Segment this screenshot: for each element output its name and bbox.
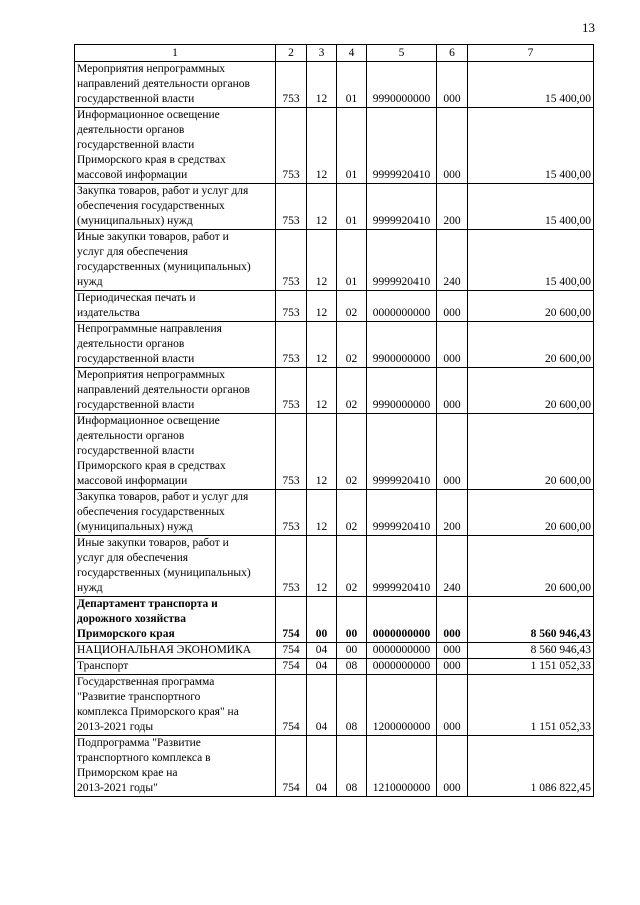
table-body [75, 62, 594, 797]
code-4: 02 [337, 291, 367, 322]
code-3: 12 [307, 230, 337, 291]
code-4: 00 [337, 643, 367, 659]
code-6: 240 [437, 230, 468, 291]
code-3: 12 [307, 322, 337, 368]
code-3: 12 [307, 368, 337, 414]
code-5: 9900000000 [367, 322, 437, 368]
code-6: 000 [437, 62, 468, 108]
row-name: Непрограммные направления деятельности органов государственной власти [75, 322, 276, 368]
row-amount: 15 400,00 [468, 108, 594, 184]
code-5: 9999920410 [367, 536, 437, 597]
code-3: 12 [307, 62, 337, 108]
row-name: Информационное освещение деятельности органов государственной власти Приморского края в средствах массовой информации [75, 108, 276, 184]
row-amount: 8 560 946,43 [468, 643, 594, 659]
code-4: 08 [337, 675, 367, 736]
table-row [75, 368, 594, 414]
code-5: 9990000000 [367, 368, 437, 414]
code-3: 12 [307, 490, 337, 536]
code-2: 753 [276, 62, 307, 108]
table-row [75, 291, 594, 322]
code-2: 753 [276, 230, 307, 291]
table-header [75, 45, 594, 62]
code-6: 000 [437, 322, 468, 368]
column-header-5: 5 [367, 45, 437, 62]
table-row [75, 322, 594, 368]
code-4: 01 [337, 184, 367, 230]
page-number: 13 [582, 20, 595, 35]
code-2: 754 [276, 675, 307, 736]
code-4: 08 [337, 736, 367, 797]
code-4: 02 [337, 414, 367, 490]
code-6: 200 [437, 184, 468, 230]
column-header-1: 1 [75, 45, 276, 62]
code-5: 0000000000 [367, 597, 437, 643]
code-5: 9990000000 [367, 62, 437, 108]
code-5: 0000000000 [367, 643, 437, 659]
row-name: Подпрограмма "Развитие транспортного комплекса в Приморском крае на 2013-2021 годы" [75, 736, 276, 797]
table-row [75, 736, 594, 797]
code-2: 753 [276, 322, 307, 368]
row-amount: 15 400,00 [468, 62, 594, 108]
row-amount: 1 086 822,45 [468, 736, 594, 797]
code-2: 753 [276, 184, 307, 230]
code-4: 01 [337, 62, 367, 108]
row-name: Иные закупки товаров, работ и услуг для обеспечения государственных (муниципальных) нужд [75, 536, 276, 597]
code-2: 753 [276, 414, 307, 490]
code-5: 9999920410 [367, 490, 437, 536]
code-5: 0000000000 [367, 659, 437, 675]
code-6: 000 [437, 597, 468, 643]
code-6: 000 [437, 368, 468, 414]
table-row [75, 597, 594, 643]
code-4: 01 [337, 230, 367, 291]
code-4: 00 [337, 597, 367, 643]
table-row [75, 536, 594, 597]
code-2: 753 [276, 536, 307, 597]
code-5: 1200000000 [367, 675, 437, 736]
code-3: 04 [307, 736, 337, 797]
code-4: 02 [337, 536, 367, 597]
code-6: 000 [437, 659, 468, 675]
column-header-2: 2 [276, 45, 307, 62]
table-row [75, 643, 594, 659]
code-6: 000 [437, 108, 468, 184]
row-name: Закупка товаров, работ и услуг для обеспечения государственных (муниципальных) нужд [75, 490, 276, 536]
code-5: 0000000000 [367, 291, 437, 322]
column-header-7: 7 [468, 45, 594, 62]
code-3: 12 [307, 414, 337, 490]
row-name: Государственная программа "Развитие транспортного комплекса Приморского края" на 2013-2021 годы [75, 675, 276, 736]
row-amount: 20 600,00 [468, 291, 594, 322]
table-row [75, 490, 594, 536]
code-5: 9999920410 [367, 184, 437, 230]
table-row [75, 414, 594, 490]
row-amount: 15 400,00 [468, 230, 594, 291]
code-2: 754 [276, 736, 307, 797]
code-4: 02 [337, 322, 367, 368]
code-4: 01 [337, 108, 367, 184]
header-row [75, 45, 594, 62]
code-4: 02 [337, 490, 367, 536]
code-3: 04 [307, 643, 337, 659]
code-6: 000 [437, 736, 468, 797]
code-6: 000 [437, 291, 468, 322]
column-header-6: 6 [437, 45, 468, 62]
code-2: 753 [276, 368, 307, 414]
code-3: 12 [307, 291, 337, 322]
code-2: 754 [276, 597, 307, 643]
row-amount: 20 600,00 [468, 536, 594, 597]
code-2: 753 [276, 291, 307, 322]
column-header-4: 4 [337, 45, 367, 62]
code-3: 04 [307, 659, 337, 675]
code-6: 240 [437, 536, 468, 597]
code-6: 200 [437, 490, 468, 536]
code-2: 753 [276, 108, 307, 184]
table-row [75, 230, 594, 291]
code-2: 753 [276, 490, 307, 536]
code-6: 000 [437, 675, 468, 736]
row-name: Транспорт [75, 659, 276, 675]
row-amount: 20 600,00 [468, 368, 594, 414]
code-6: 000 [437, 414, 468, 490]
code-3: 00 [307, 597, 337, 643]
code-5: 9999920410 [367, 108, 437, 184]
code-3: 12 [307, 108, 337, 184]
code-4: 02 [337, 368, 367, 414]
row-amount: 20 600,00 [468, 490, 594, 536]
code-2: 754 [276, 659, 307, 675]
row-name: НАЦИОНАЛЬНАЯ ЭКОНОМИКА [75, 643, 276, 659]
row-amount: 15 400,00 [468, 184, 594, 230]
code-5: 9999920410 [367, 230, 437, 291]
code-3: 12 [307, 184, 337, 230]
row-amount: 20 600,00 [468, 414, 594, 490]
row-name: Закупка товаров, работ и услуг для обеспечения государственных (муниципальных) нужд [75, 184, 276, 230]
table-row [75, 108, 594, 184]
row-name: Иные закупки товаров, работ и услуг для обеспечения государственных (муниципальных) нужд [75, 230, 276, 291]
column-header-3: 3 [307, 45, 337, 62]
table-row [75, 62, 594, 108]
row-amount: 1 151 052,33 [468, 659, 594, 675]
code-5: 1210000000 [367, 736, 437, 797]
code-3: 04 [307, 675, 337, 736]
code-2: 754 [276, 643, 307, 659]
row-name: Информационное освещение деятельности органов государственной власти Приморского края в средствах массовой информации [75, 414, 276, 490]
code-4: 08 [337, 659, 367, 675]
table-row [75, 184, 594, 230]
row-name: Мероприятия непрограммных направлений деятельности органов государственной власти [75, 368, 276, 414]
row-amount: 8 560 946,43 [468, 597, 594, 643]
row-amount: 1 151 052,33 [468, 675, 594, 736]
row-amount: 20 600,00 [468, 322, 594, 368]
row-name: Мероприятия непрограммных направлений деятельности органов государственной власти [75, 62, 276, 108]
row-name: Департамент транспорта и дорожного хозяйства Приморского края [75, 597, 276, 643]
code-5: 9999920410 [367, 414, 437, 490]
table-row [75, 675, 594, 736]
budget-table [74, 44, 594, 797]
table-row [75, 659, 594, 675]
code-3: 12 [307, 536, 337, 597]
row-name: Периодическая печать и издательства [75, 291, 276, 322]
code-6: 000 [437, 643, 468, 659]
